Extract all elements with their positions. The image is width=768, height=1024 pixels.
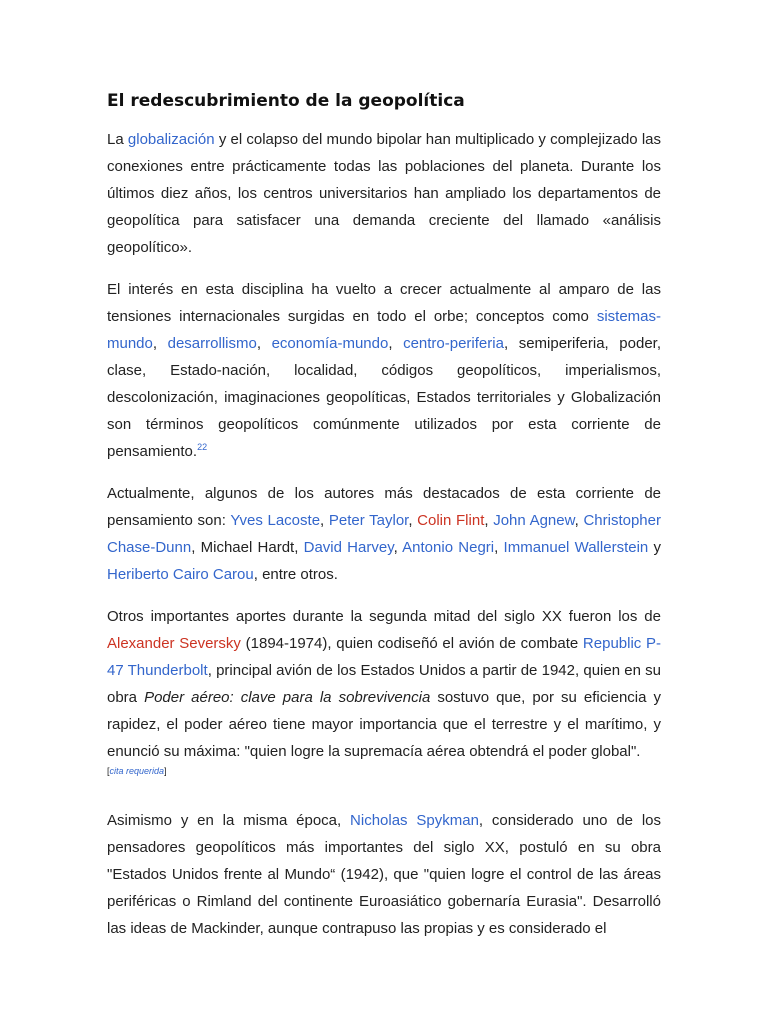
text-run: Asimismo y en la misma época, [107,812,351,829]
text-run: sostuvo que, por su eficiencia y rapidez, el poder aéreo tiene mayor importancia que el terrestre y el marítimo, y enunció su máxima: "quien logre la supremacía aérea obtendrá el poder global". [107,689,662,760]
link-peter-taylor[interactable]: Peter Taylor [328,512,409,529]
footnote-link-22[interactable]: 22 [197,442,208,452]
text-run: y el colapso del mundo bipolar han multiplicado y complejizado las conexiones entre prácticamente todas las poblaciones del planeta. Durante los últimos diez años, los centros universitarios han ampliado los departamentos de geopolítica para satisfacer una demanda creciente del llamado «análisis geopolítico». [107,131,661,256]
bracket-close: ] [164,766,167,776]
link-nicholas-spykman[interactable]: Nicholas Spykman [350,812,479,829]
link-yves-lacoste[interactable]: Yves Lacoste [230,512,321,529]
text-run: , [320,512,329,529]
text-run: , [408,512,418,529]
link-christopher-chase-dunn[interactable]: Christopher Chase-Dunn [107,512,661,556]
book-title: Poder aéreo: clave para la sobrevivencia [144,689,431,706]
text-run: (1894-1974), quien codiseñó el avión de combate [240,635,583,652]
link-globalizacion[interactable]: globalización [127,131,215,148]
text-run: , principal avión de los Estados Unidos a partir de 1942, quien en su obra [107,662,661,706]
footnote-ref [197,442,207,452]
text-run: El interés en esta disciplina ha vuelto a crecer actualmente al amparo de las tensiones internacionales surgidas en todo el orbe; conceptos como [107,281,661,325]
link-sistemas-mundo[interactable]: sistemas-mundo [107,308,661,352]
text-run: , [574,512,584,529]
text-run: , Michael Hardt, [191,539,304,556]
paragraph-autores [107,480,661,588]
link-desarrollismo[interactable]: desarrollismo [167,335,257,352]
link-immanuel-wallerstein[interactable]: Immanuel Wallerstein [503,539,649,556]
text-run: , considerado uno de los pensadores geopolíticos más importantes del siglo XX, postuló en su obra "Estados Unidos frente al Mundo“ (1942), que "quien logre el control de las áreas periféricas o Rimland del continente Euroasiático gobernaría Eurasia". Desarrolló las ideas de Mackinder, aunque contrapuso las propias y es considerado el [107,812,662,937]
text-run: , [484,512,494,529]
link-centro-periferia[interactable]: centro-periferia [403,335,504,352]
paragraph-interes-disciplina [107,276,661,465]
text-run: Actualmente, algunos de los autores más destacados de esta corriente de pensamiento son: [107,485,661,529]
text-run: La [107,131,128,148]
text-run: y [648,539,661,556]
link-colin-flint[interactable]: Colin Flint [417,512,485,529]
bracket-open: [ [107,766,110,776]
link-heriberto-cairo-carou[interactable]: Heriberto Cairo Carou [107,566,254,583]
link-cita-requerida[interactable]: cita requerida [109,766,165,776]
link-republic-p47-thunderbolt[interactable]: Republic P-47 Thunderbolt [107,635,661,679]
text-run: , [393,539,403,556]
paragraph-globalizacion [107,126,661,261]
text-run: , [152,335,168,352]
text-run: , semiperiferia, poder, clase, Estado-nación, localidad, códigos geopolíticos, imperialismos, descolonización, imaginaciones geopolíticas, Estados territoriales y Globalización son términos geopolíticos comúnmente utilizados por esta corriente de pensamiento. [107,335,661,460]
text-run: Otros importantes aportes durante la segunda mitad del siglo XX fueron los de [107,608,661,625]
section-heading: El redescubrimiento de la geopolítica [107,91,465,111]
link-david-harvey[interactable]: David Harvey [303,539,394,556]
link-john-agnew[interactable]: John Agnew [493,512,575,529]
citation-needed [107,766,167,776]
text-run: , [494,539,504,556]
link-antonio-negri[interactable]: Antonio Negri [402,539,495,556]
paragraph-seversky [107,603,661,792]
paragraph-spykman [107,807,661,942]
text-run: , entre otros. [253,566,338,583]
text-run: , [256,335,272,352]
text-run: , [388,335,404,352]
article-body [107,88,661,957]
link-economia-mundo[interactable]: economía-mundo [271,335,389,352]
link-alexander-seversky[interactable]: Alexander Seversky [107,635,241,652]
citation-needed-line [107,765,661,792]
